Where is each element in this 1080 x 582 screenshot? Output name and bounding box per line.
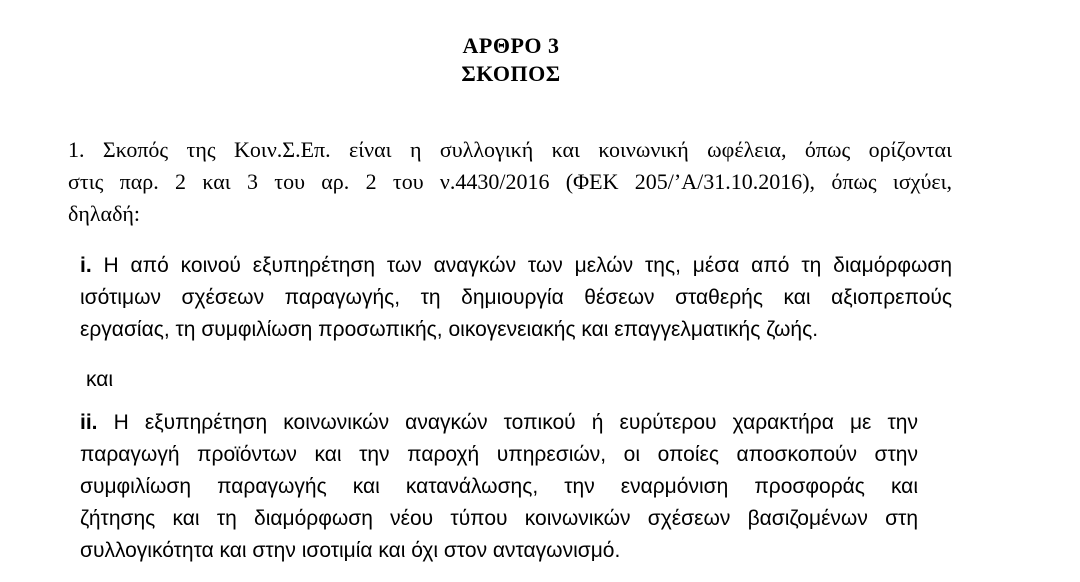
list-item-ii-line: συλλογικότητα και στην ισοτιμία και όχι στον ανταγωνισμό. — [80, 539, 621, 562]
paragraph-1-line-text: . Σκοπός της Κοιν.Σ.Επ. είναι η συλλογική και κοινωνική ωφέλεια, όπως ορίζονται — [79, 137, 952, 162]
paragraph-1 — [68, 134, 952, 230]
article-subtitle: ΣΚΟΠΟΣ — [461, 61, 561, 86]
paragraph-number: 1 — [68, 137, 79, 162]
list-item-ii-line — [80, 407, 918, 439]
list-item-i — [80, 250, 952, 346]
list-item-ii-line: ζήτησης και τη διαμόρφωση νέου τύπου κοινωνικών σχέσεων βασιζομένων στη — [80, 507, 918, 530]
list-marker-i: i. — [80, 254, 92, 277]
paragraph-1-line: στις παρ. 2 και 3 του αρ. 2 του ν.4430/2016 (ΦΕΚ 205/’Α/31.10.2016), όπως ισχύει, — [68, 169, 952, 194]
paragraph-1-line — [68, 134, 952, 166]
paragraph-1-line: δηλαδή: — [68, 201, 141, 226]
list-item-ii-line: συμφιλίωση παραγωγής και κατανάλωσης, την εναρμόνιση προσφοράς και — [80, 475, 918, 498]
list-item-ii-line: παραγωγή προϊόντων και την παροχή υπηρεσιών, οι οποίες αποσκοπούν στην — [80, 443, 918, 466]
list-marker-ii: ii. — [80, 411, 98, 434]
list-item-i-line — [80, 250, 952, 282]
list-item-ii-line-text: Η εξυπηρέτηση κοινωνικών αναγκών τοπικού ή ευρύτερου χαρακτήρα με την — [97, 411, 918, 434]
list-item-i-line: ισότιμων σχέσεων παραγωγής, τη δημιουργία θέσεων σταθερής και αξιοπρεπούς — [80, 286, 952, 309]
conjunction-text: και — [86, 368, 114, 391]
article-title: ΑΡΘΡΟ 3 — [462, 33, 560, 58]
list-item-i-line: εργασίας, τη συμφιλίωση προσωπικής, οικογενειακής και επαγγελματικής ζωής. — [80, 318, 819, 341]
list-item-ii — [80, 407, 918, 567]
list-item-i-line-text: Η από κοινού εξυπηρέτηση των αναγκών των μελών της, μέσα από τη διαμόρφωση — [91, 254, 952, 277]
